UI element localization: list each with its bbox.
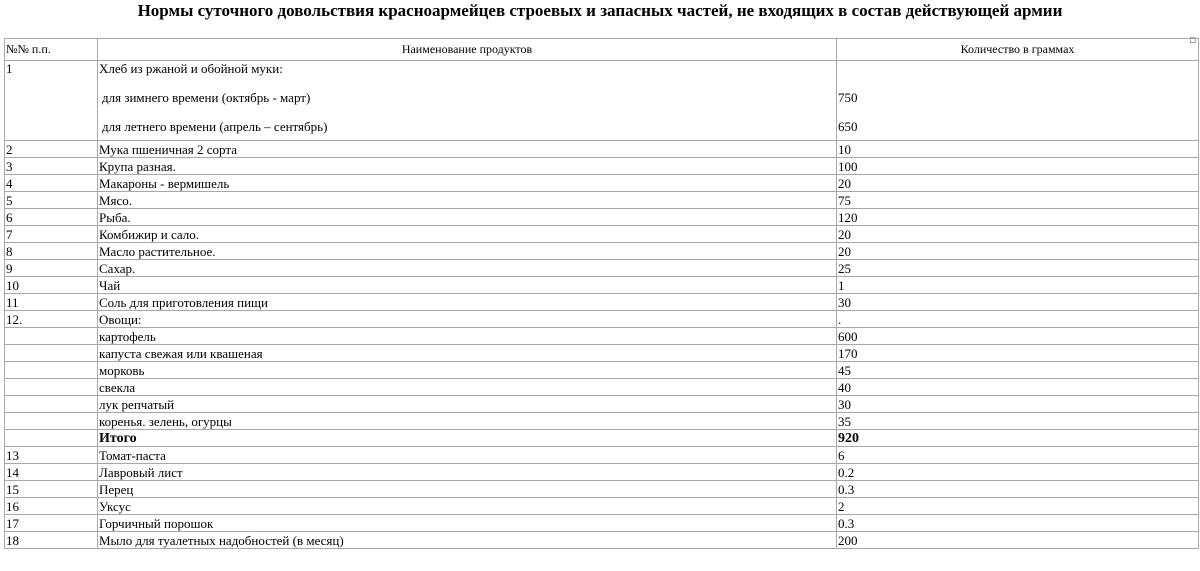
- row-product-name: Комбижир и сало.: [98, 226, 837, 243]
- header-product-name: Наименование продуктов: [98, 39, 837, 61]
- row-product-name: Овощи:: [98, 311, 837, 328]
- row-number: 15: [5, 481, 98, 498]
- table-row: [5, 464, 1199, 481]
- row-quantity: .: [837, 311, 1199, 328]
- row-product-name: морковь: [98, 362, 837, 379]
- row-quantity: 35: [837, 413, 1199, 430]
- row-number: 18: [5, 532, 98, 549]
- row-product-name: Мясо.: [98, 192, 837, 209]
- row-number: [5, 413, 98, 430]
- row-quantity: 20: [837, 243, 1199, 260]
- bread-name-cell: [98, 61, 837, 141]
- row-number: [5, 430, 98, 447]
- row-quantity: 100: [837, 158, 1199, 175]
- row-quantity: 0.2: [837, 464, 1199, 481]
- row-quantity: 0.3: [837, 515, 1199, 532]
- bread-winter-qty: 750: [838, 90, 858, 105]
- row-quantity: 40: [837, 379, 1199, 396]
- row-quantity: 0.3: [837, 481, 1199, 498]
- row-quantity: 200: [837, 532, 1199, 549]
- corner-marker: □: [1190, 35, 1196, 45]
- table-row: [5, 379, 1199, 396]
- row-product-name: Мука пшеничная 2 сорта: [98, 141, 837, 158]
- table-header-row: [5, 39, 1199, 61]
- bread-number: 1: [5, 61, 98, 141]
- row-number: [5, 379, 98, 396]
- row-product-name: Перец: [98, 481, 837, 498]
- row-number: [5, 345, 98, 362]
- table-row: [5, 192, 1199, 209]
- row-quantity: 30: [837, 294, 1199, 311]
- row-product-name: Крупа разная.: [98, 158, 837, 175]
- row-quantity: 20: [837, 175, 1199, 192]
- row-product-name: Итого: [98, 430, 837, 447]
- row-product-name: Макароны - вермишель: [98, 175, 837, 192]
- table-row: [5, 175, 1199, 192]
- table-row: [5, 158, 1199, 175]
- bread-winter-label: для зимнего времени (октябрь - март): [102, 90, 311, 105]
- row-quantity: 170: [837, 345, 1199, 362]
- row-quantity: 30: [837, 396, 1199, 413]
- row-product-name: Уксус: [98, 498, 837, 515]
- table-row: [5, 328, 1199, 345]
- table-row: [5, 498, 1199, 515]
- row-number: 2: [5, 141, 98, 158]
- row-number: 7: [5, 226, 98, 243]
- row-product-name: Соль для приготовления пищи: [98, 294, 837, 311]
- row-product-name: свекла: [98, 379, 837, 396]
- row-number: 6: [5, 209, 98, 226]
- row-quantity: 75: [837, 192, 1199, 209]
- row-quantity: 45: [837, 362, 1199, 379]
- table-row: [5, 532, 1199, 549]
- table-row: [5, 277, 1199, 294]
- bread-title: Хлеб из ржаной и обойной муки:: [99, 61, 283, 76]
- table-row: [5, 345, 1199, 362]
- row-quantity: 120: [837, 209, 1199, 226]
- table-row: [5, 260, 1199, 277]
- table-row: [5, 294, 1199, 311]
- table-row-total: [5, 430, 1199, 447]
- table-row: [5, 311, 1199, 328]
- table-row: [5, 515, 1199, 532]
- page-title: Нормы суточного довольствия красноармейцев строевых и запасных частей, не входящих в состав действующей армии: [137, 1, 1063, 20]
- row-number: 13: [5, 447, 98, 464]
- row-product-name: Лавровый лист: [98, 464, 837, 481]
- bread-summer-qty: 650: [838, 119, 858, 134]
- row-number: 10: [5, 277, 98, 294]
- row-number: 4: [5, 175, 98, 192]
- row-number: 5: [5, 192, 98, 209]
- row-product-name: Чай: [98, 277, 837, 294]
- row-product-name: картофель: [98, 328, 837, 345]
- row-number: [5, 362, 98, 379]
- rations-table: [4, 35, 1199, 549]
- row-quantity: 920: [837, 430, 1199, 447]
- row-quantity: 6: [837, 447, 1199, 464]
- table-row: [5, 413, 1199, 430]
- row-quantity: 20: [837, 226, 1199, 243]
- table-row: [5, 396, 1199, 413]
- row-number: 16: [5, 498, 98, 515]
- row-number: [5, 396, 98, 413]
- row-product-name: Мыло для туалетных надобностей (в месяц): [98, 532, 837, 549]
- row-number: 11: [5, 294, 98, 311]
- row-product-name: Масло растительное.: [98, 243, 837, 260]
- header-quantity: Количество в граммах: [837, 39, 1199, 61]
- bread-summer-label: для летнего времени (апрель – сентябрь): [102, 119, 328, 134]
- row-number: 9: [5, 260, 98, 277]
- table-row: [5, 209, 1199, 226]
- table-row-bread: [5, 61, 1199, 141]
- table-row: [5, 226, 1199, 243]
- row-quantity: 1: [837, 277, 1199, 294]
- row-product-name: лук репчатый: [98, 396, 837, 413]
- bread-qty-cell: [837, 61, 1199, 141]
- row-number: 14: [5, 464, 98, 481]
- table-row: [5, 481, 1199, 498]
- row-product-name: Сахар.: [98, 260, 837, 277]
- row-product-name: Горчичный порошок: [98, 515, 837, 532]
- row-quantity: 25: [837, 260, 1199, 277]
- row-number: 17: [5, 515, 98, 532]
- row-number: 12.: [5, 311, 98, 328]
- table-row: [5, 362, 1199, 379]
- row-product-name: Рыба.: [98, 209, 837, 226]
- row-quantity: 600: [837, 328, 1199, 345]
- table-row: [5, 141, 1199, 158]
- row-number: 3: [5, 158, 98, 175]
- row-product-name: капуста свежая или квашеная: [98, 345, 837, 362]
- header-number: №№ п.п.: [5, 39, 98, 61]
- table-row: [5, 447, 1199, 464]
- row-product-name: Томат-паста: [98, 447, 837, 464]
- row-product-name: коренья. зелень, огурцы: [98, 413, 837, 430]
- row-quantity: 10: [837, 141, 1199, 158]
- row-number: 8: [5, 243, 98, 260]
- row-quantity: 2: [837, 498, 1199, 515]
- table-row: [5, 243, 1199, 260]
- row-number: [5, 328, 98, 345]
